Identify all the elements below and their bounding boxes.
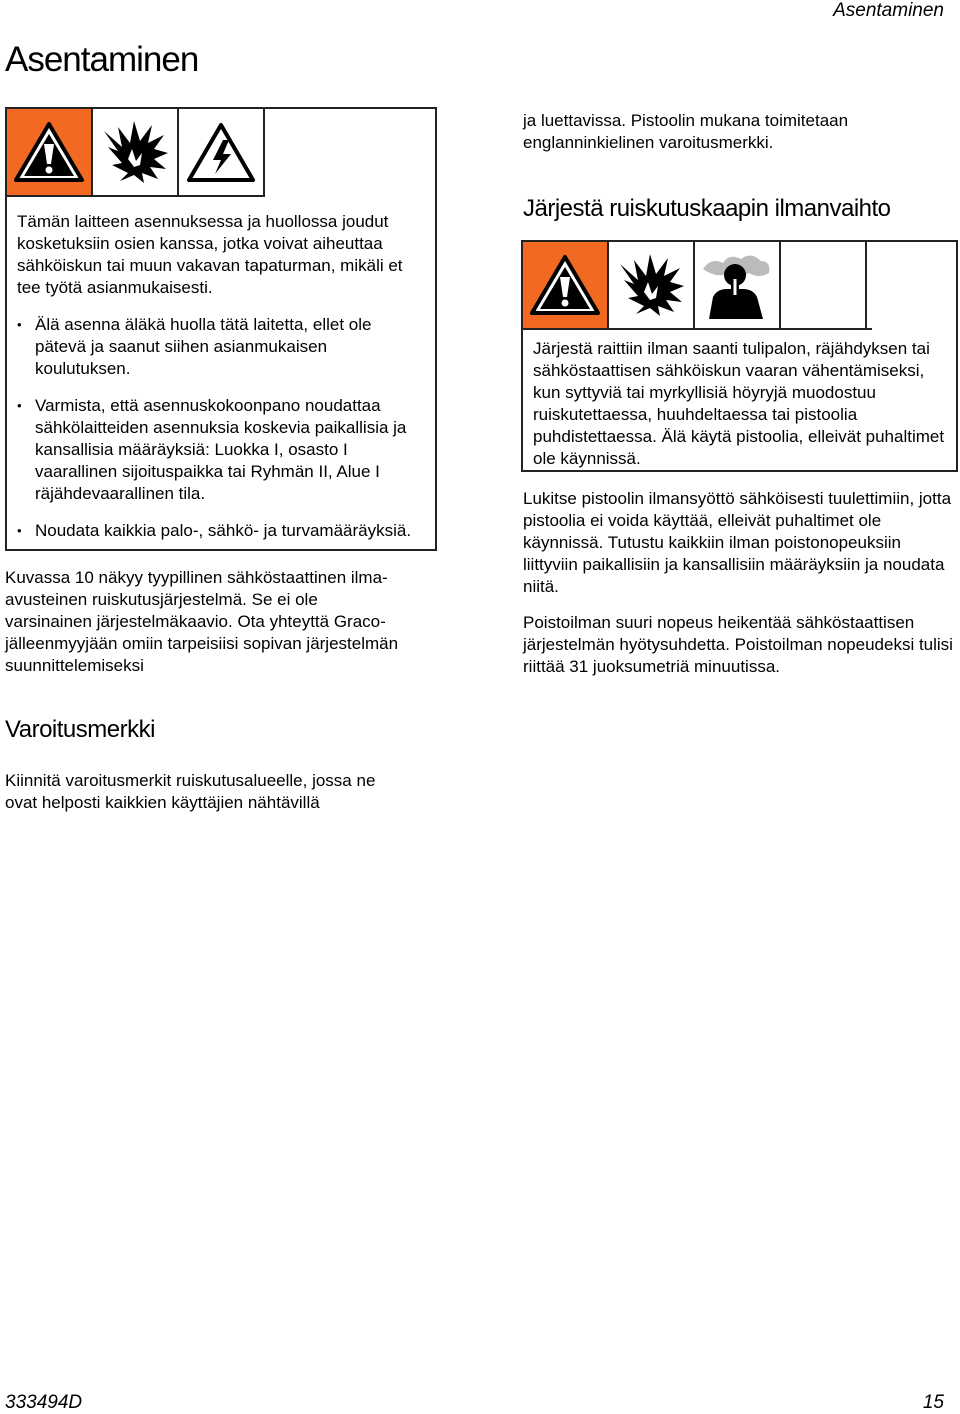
ventilation-warning-text: Järjestä raittiin ilman saanti tulipalon, räjähdyksen tai sähköstaattisen sähköiskun vaaran vähentämiseksi, kun syttyviä tai myrkyllisiä höyryjä muodostuu ruiskutettaessa, huuhdeltaessa tai pistoolia puhdistettaessa. Älä käytä pistoolia, elleivät puhaltimet ole käynnissä. bbox=[533, 339, 945, 468]
ventilation-paragraph-1 bbox=[523, 488, 953, 598]
explosion-icon bbox=[609, 242, 695, 328]
section-heading-ilmanvaihto: Järjestä ruiskutuskaapin ilmanvaihto bbox=[523, 195, 891, 222]
system-description-paragraph bbox=[5, 567, 405, 677]
warning-intro: Tämän laitteen asennuksessa ja huollossa joudut kosketuksiin osien kanssa, jotka voivat aiheuttaa sähköiskun tai muun vakavan tapaturman, mikäli et tee työtä asianmukaisesti. bbox=[17, 212, 403, 297]
warning-bullet-text: Älä asenna äläkä huolla tätä laitetta, ellet ole pätevä ja saanut siihen asianmukaisen koulutuksen. bbox=[35, 315, 372, 378]
warning-exclamation-icon bbox=[523, 242, 609, 328]
warning-bullet: • Noudata kaikkia palo-, sähkö- ja turvamääräyksiä. bbox=[17, 521, 412, 540]
warning-box-ventilation bbox=[521, 240, 958, 472]
ventilation-paragraph-2 bbox=[523, 612, 953, 678]
warning-bullet: • Varmista, että asennuskokoonpano noudattaa sähkölaitteiden asennuksia koskevia paikallisia ja kansallisia määräyksiä: Luokka I, osasto I vaarallinen sijoituspaikka tai Ryhmän II, Alue I räjähdevaarallinen tila. bbox=[17, 395, 425, 505]
varoitusmerkki-text: Kiinnitä varoitusmerkit ruiskutusalueelle, jossa ne ovat helposti kaikkien käyttäjien nähtävillä bbox=[5, 771, 376, 812]
system-description-text: Kuvassa 10 näkyy tyypillinen sähköstaattinen ilma-avusteinen ruiskutusjärjestelmä. Se ei ole varsinainen järjestelmäkaavio. Ota yhteyttä Graco-jälleenmyyjään omiin tarpeisiisi sopivan järjestelmän suunnittelemiseksi bbox=[5, 568, 399, 675]
warning-exclamation-icon bbox=[7, 109, 93, 195]
running-header: Asentaminen bbox=[833, 0, 944, 21]
warning-bullet-text: Varmista, että asennuskokoonpano noudattaa sähkölaitteiden asennuksia koskevia paikallisia ja kansallisia määräyksiä: Luokka I, osasto I vaarallinen sijoituspaikka tai Ryhmän II, Alue I räjähdevaarallinen tila. bbox=[35, 396, 407, 503]
ventilation-text-1: Lukitse pistoolin ilmansyöttö sähköisesti tuulettimiin, jotta pistoolia ei voida käyttää, elleivät puhaltimet ole käynnissä. Tutustu kaikkiin ilman poistonopeuksiin liittyviin paikallisiin ja kansallisiin määräyksiin ja noudata niitä. bbox=[523, 489, 952, 596]
ventilation-box-text bbox=[523, 328, 956, 470]
label-continuation-paragraph bbox=[523, 110, 943, 154]
explosion-icon bbox=[93, 109, 179, 195]
toxic-fumes-icon bbox=[695, 242, 781, 328]
warning-box-installation bbox=[5, 107, 437, 551]
warning-box-text bbox=[7, 195, 435, 542]
warning-bullet: • Älä asenna äläkä huolla tätä laitetta, ellet ole pätevä ja saanut siihen asianmukaisen koulutuksen. bbox=[17, 314, 425, 380]
page-title: Asentaminen bbox=[5, 40, 199, 79]
warning-icon-row bbox=[7, 109, 435, 195]
section-heading-varoitusmerkki: Varoitusmerkki bbox=[5, 716, 155, 743]
label-continuation-text: ja luettavissa. Pistoolin mukana toimitetaan englanninkielinen varoitusmerkki. bbox=[523, 111, 849, 152]
warning-bullet-text: Noudata kaikkia palo-, sähkö- ja turvamääräyksiä. bbox=[35, 521, 412, 540]
warning-icon-row bbox=[523, 242, 956, 328]
ventilation-text-2: Poistoilman suuri nopeus heikentää sähköstaattisen järjestelmän hyötysuhdetta. Poistoilman nopeudeksi tulisi riittää 31 juoksumetriä minuutissa. bbox=[523, 613, 953, 676]
electric-shock-icon bbox=[179, 109, 265, 195]
varoitusmerkki-paragraph bbox=[5, 770, 395, 814]
document-number: 333494D bbox=[5, 1392, 83, 1413]
empty-icon-cell bbox=[781, 242, 867, 328]
page-number: 15 bbox=[922, 1392, 944, 1413]
